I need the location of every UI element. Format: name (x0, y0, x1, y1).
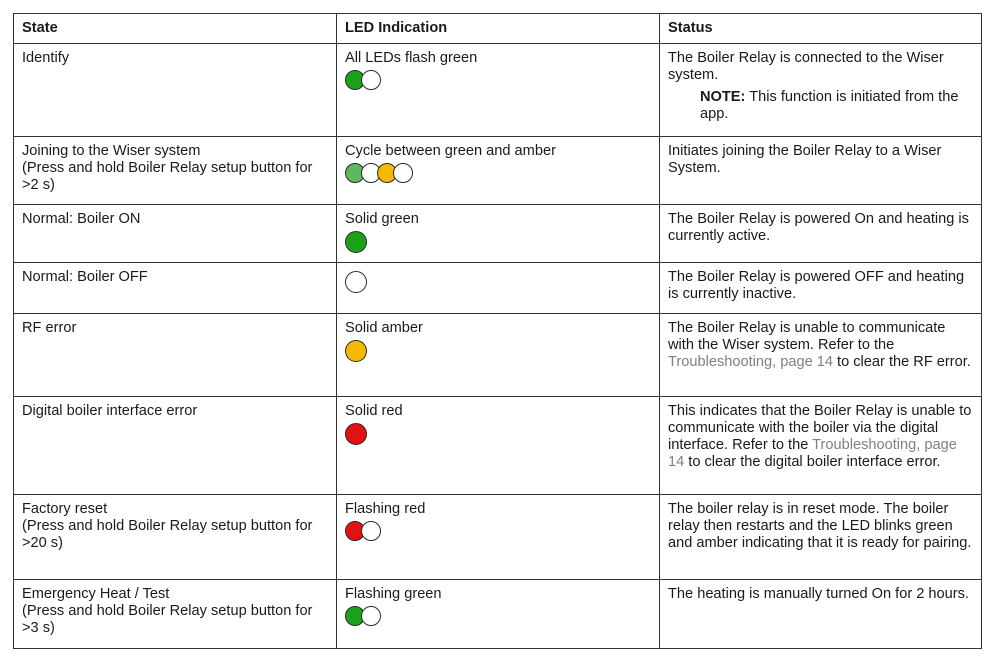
table-row (14, 580, 982, 649)
state-label: RF error (22, 320, 77, 336)
troubleshooting-link[interactable]: Troubleshooting, page 14 (668, 437, 957, 470)
status-cell (660, 205, 982, 263)
led-indicator (345, 271, 651, 293)
state-label: Digital boiler interface error (22, 403, 198, 419)
green-led-icon (345, 231, 367, 253)
led-label: Cycle between green and amber (345, 143, 556, 159)
status-text: The heating is manually turned On for 2 hours. (668, 586, 969, 602)
led-cell (337, 137, 660, 205)
state-cell (14, 263, 337, 314)
note (700, 89, 973, 123)
off-led-icon (361, 606, 381, 626)
state-cell (14, 205, 337, 263)
red-led-icon (345, 423, 367, 445)
led-indicator (345, 231, 651, 253)
led-cell (337, 397, 660, 495)
state-label: Joining to the Wiser system (22, 143, 201, 159)
off-led-icon (361, 70, 381, 90)
status-cell (660, 580, 982, 649)
state-cell (14, 397, 337, 495)
status-text: The boiler relay is in reset mode. The boiler relay then restarts and the LED blinks green and amber indicating that it is ready for pairing. (668, 501, 972, 551)
led-cell (337, 263, 660, 314)
state-label: Identify (22, 50, 70, 66)
led-label: Solid red (345, 403, 403, 419)
state-label: Factory reset (22, 501, 108, 517)
led-cell (337, 314, 660, 397)
led-cell (337, 44, 660, 137)
state-label: Normal: Boiler OFF (22, 269, 148, 285)
status-text-suffix: to clear the digital boiler interface error. (684, 454, 941, 470)
state-sublabel: (Press and hold Boiler Relay setup button for >2 s) (22, 160, 313, 193)
led-indicator (345, 340, 651, 362)
table-row (14, 44, 982, 137)
state-sublabel: (Press and hold Boiler Relay setup button for >20 s) (22, 518, 313, 551)
status-cell (660, 397, 982, 495)
state-label: Emergency Heat / Test (22, 586, 170, 602)
state-label: Normal: Boiler ON (22, 211, 141, 227)
status-text: The Boiler Relay is powered On and heating is currently active. (668, 211, 969, 244)
table-header-row (14, 14, 982, 44)
state-cell (14, 495, 337, 580)
led-label: All LEDs flash green (345, 50, 478, 66)
led-cell (337, 205, 660, 263)
table-row (14, 397, 982, 495)
table-row (14, 314, 982, 397)
table-row (14, 205, 982, 263)
led-label: Flashing green (345, 586, 442, 602)
state-cell (14, 580, 337, 649)
off-led-icon (393, 163, 413, 183)
amber-led-icon (345, 340, 367, 362)
led-indicator (345, 606, 651, 628)
header-led-indication: LED Indication (337, 14, 660, 44)
led-indication-table (13, 13, 982, 649)
state-cell (14, 137, 337, 205)
header-status: Status (660, 14, 982, 44)
status-cell (660, 137, 982, 205)
status-text-suffix: to clear the RF error. (832, 354, 971, 370)
led-indicator (345, 70, 651, 92)
state-cell (14, 44, 337, 137)
off-led-icon (361, 521, 381, 541)
troubleshooting-link[interactable]: Troubleshooting, page 14 (668, 354, 833, 370)
led-indicator (345, 163, 651, 185)
led-indicator (345, 423, 651, 445)
note-label: NOTE: (700, 89, 746, 105)
status-text: The Boiler Relay is powered OFF and heating is currently inactive. (668, 269, 965, 302)
led-cell (337, 580, 660, 649)
state-cell (14, 314, 337, 397)
status-cell (660, 263, 982, 314)
table-row (14, 263, 982, 314)
status-text: The Boiler Relay is connected to the Wiser system. (668, 50, 944, 83)
state-sublabel: (Press and hold Boiler Relay setup button for >3 s) (22, 603, 313, 636)
status-text: The Boiler Relay is unable to communicate with the Wiser system. Refer to the (668, 320, 946, 353)
status-text: Initiates joining the Boiler Relay to a Wiser System. (668, 143, 942, 176)
led-label: Solid green (345, 211, 419, 227)
led-cell (337, 495, 660, 580)
header-state: State (14, 14, 337, 44)
led-label: Flashing red (345, 501, 426, 517)
status-cell (660, 495, 982, 580)
table-row (14, 137, 982, 205)
led-indicator (345, 521, 651, 543)
status-text: This indicates that the Boiler Relay is unable to communicate with the boiler via the digital interface. Refer to the (668, 403, 972, 453)
status-cell (660, 314, 982, 397)
note-text: This function is initiated from the app. (700, 89, 959, 122)
status-cell (660, 44, 982, 137)
led-label: Solid amber (345, 320, 423, 336)
off-led-icon (345, 271, 367, 293)
table-row (14, 495, 982, 580)
